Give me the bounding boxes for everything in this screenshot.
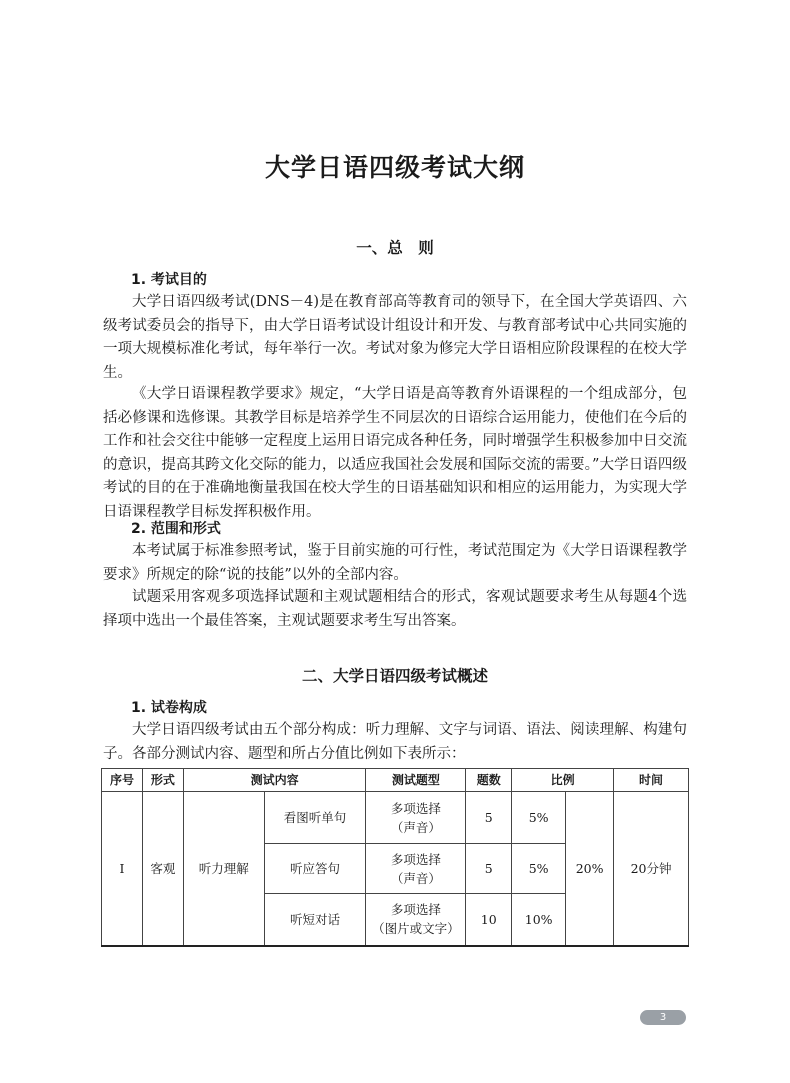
cell-type [366,844,466,894]
cell-type [366,894,466,946]
page-number-badge: 3 [640,1010,686,1025]
cell-type-line1: 多项选择 [390,851,441,867]
header-content: 测试内容 [183,769,366,792]
section-heading-overview: 二、大学日语四级考试概述 [301,667,488,685]
section-heading-general: 一、总 则 [356,239,434,257]
cell-count: 5 [466,792,512,844]
cell-ratio: 5% [512,792,566,844]
table-header-row [102,769,689,792]
document-title: 大学日语四级考试大纲 [264,153,525,182]
header-no: 序号 [102,769,143,792]
cell-content-group: 听力理解 [183,792,264,946]
header-form: 形式 [142,769,183,792]
cell-count: 10 [466,894,512,946]
cell-type-line1: 多项选择 [390,902,441,918]
cell-total-ratio: 20% [566,792,614,946]
cell-ratio: 5% [512,844,566,894]
paragraph-question-format: 试题采用客观多项选择试题和主观试题相结合的形式，客观试题要求考生从每题4个选择项中选出一个最佳答案，主观试题要求考生写出答案。 [103,589,687,629]
cell-type-line2: （声音） [390,819,441,835]
cell-item: 听应答句 [264,844,366,894]
cell-type [366,792,466,844]
subheading-exam-purpose: 1. 考试目的 [131,272,207,288]
header-ratio: 比例 [512,769,614,792]
cell-ratio: 10% [512,894,566,946]
subheading-paper-structure: 1. 试卷构成 [131,700,207,716]
paragraph-curriculum-requirements: 《大学日语课程教学要求》规定，“大学日语是高等教育外语课程的一个组成部分，包括必修课和选修课。其教学目标是培养学生不同层次的日语综合运用能力，使他们在今后的工作和社会交往中能够一定程度上运用日语完成各种任务，同时增强学生积极参加中日交流的意识，提高其跨文化交际的能力，以适应我国社会发展和国际交流的需要。”大学日语四级考试的目的在于准确地衡量我国在校大学生的日语基础知识和相应的运用能力，为实现大学日语课程教学目标发挥积极作用。 [103,386,687,520]
exam-structure-table [101,768,689,947]
header-count: 题数 [466,769,512,792]
cell-item: 听短对话 [264,894,366,946]
cell-form: 客观 [142,792,183,946]
cell-item: 看图听单句 [264,792,366,844]
paragraph-exam-intro: 大学日语四级考试(DNS－4)是在教育部高等教育司的领导下，在全国大学英语四、六级考试委员会的指导下，由大学日语考试设计组设计和开发、与教育部考试中心共同实施的一项大规模标准化考试，每年举行一次。考试对象为修完大学日语相应阶段课程的在校大学生。 [103,294,687,381]
header-time: 时间 [614,769,689,792]
table-row [102,792,689,844]
paragraph-scope: 本考试属于标准参照考试，鉴于目前实施的可行性，考试范围定为《大学日语课程教学要求》所规定的除“说的技能”以外的全部内容。 [103,543,687,583]
cell-time: 20分钟 [614,792,689,946]
cell-count: 5 [466,844,512,894]
paragraph-paper-parts: 大学日语四级考试由五个部分构成：听力理解、文字与词语、语法、阅读理解、构建句子。各部分测试内容、题型和所占分值比例如下表所示： [103,722,687,762]
subheading-scope-form: 2. 范围和形式 [131,521,221,537]
cell-type-line2: （声音） [390,870,441,886]
cell-part-no: Ⅰ [102,792,143,946]
cell-type-line1: 多项选择 [390,800,441,816]
cell-type-line2: （图片或文字） [372,921,460,937]
header-type: 测试题型 [366,769,466,792]
